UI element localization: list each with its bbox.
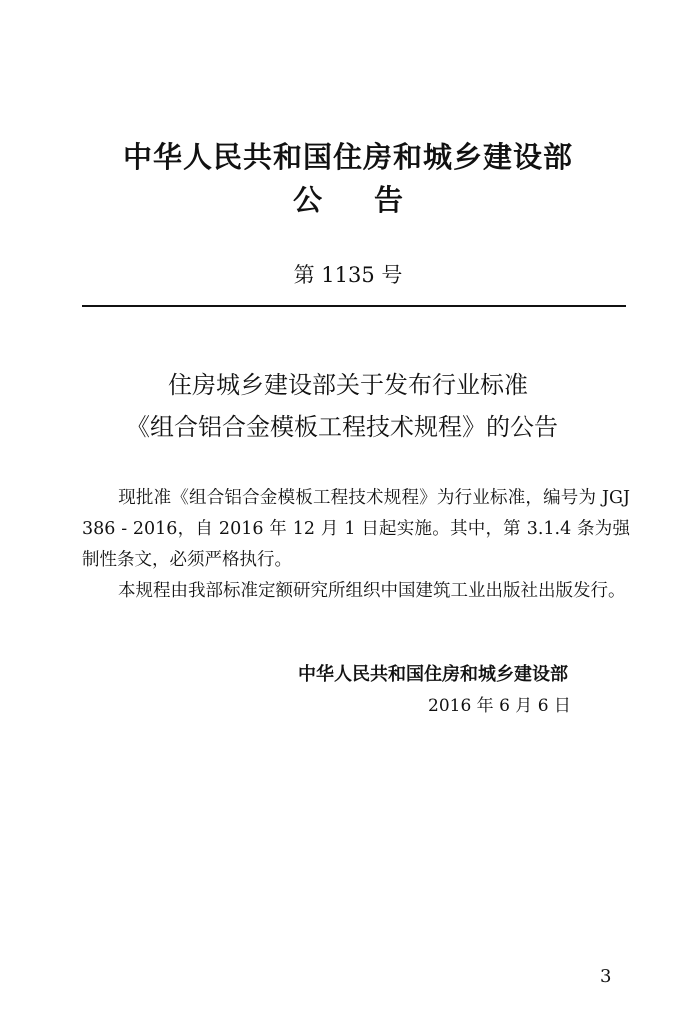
signature-issuer: 中华人民共和国住房和城乡建设部 xyxy=(298,664,568,685)
page-number: 3 xyxy=(600,966,612,987)
issuer-heading: 中华人民共和国住房和城乡建设部 xyxy=(122,140,573,174)
announcement-title-line-1: 住房城乡建设部关于发布行业标准 xyxy=(168,371,528,399)
document-type-heading: 公告 xyxy=(292,183,455,217)
body-paragraph-2 xyxy=(82,576,630,607)
announcement-title-line-2: 《组合铝合金模板工程技术规程》的公告 xyxy=(126,413,558,441)
header-divider xyxy=(82,305,626,307)
body-paragraph-1 xyxy=(82,483,630,576)
document-number: 第 1135 号 xyxy=(293,263,403,287)
body-paragraph-1-text: 现批准《组合铝合金模板工程技术规程》为行业标准，编号为 JGJ 386 - 2016，自 2016 年 12 月 1 日起实施。其中，第 3.1.4 条为强制性条文，必须严格执行。 xyxy=(82,488,630,570)
signature-date: 2016 年 6 月 6 日 xyxy=(428,696,571,716)
body-paragraph-2-text: 本规程由我部标准定额研究所组织中国建筑工业出版社出版发行。 xyxy=(118,581,626,601)
